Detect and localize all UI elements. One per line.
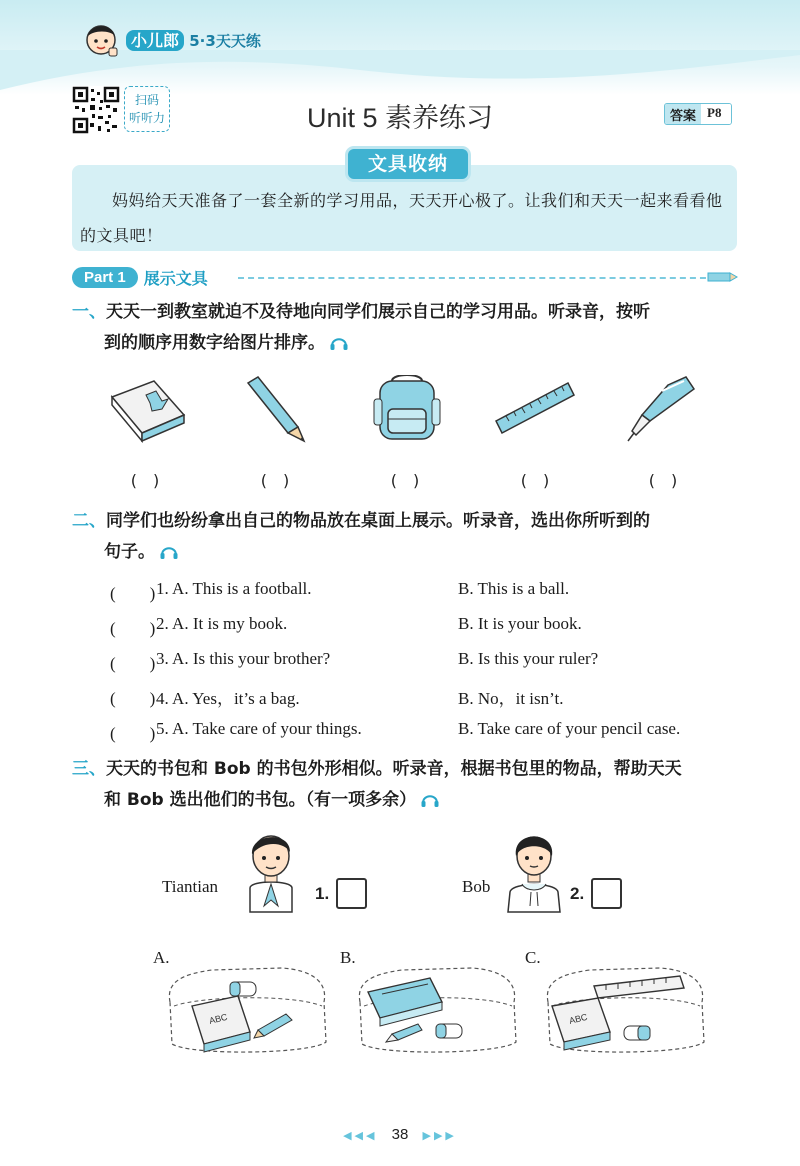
kid2-name: Bob xyxy=(462,877,491,896)
q2-row xyxy=(110,614,750,642)
q1-answer-blank[interactable]: ( ) xyxy=(260,471,290,490)
book-icon xyxy=(106,375,188,445)
answer-label: 答案 xyxy=(665,104,701,124)
story-text: 妈妈给天天准备了一套全新的学习用品，天天开心极了。让我们和天天一起来看看他的文具吧！ xyxy=(80,191,723,245)
kid1-label: 1. xyxy=(315,884,330,903)
headphone-icon[interactable] xyxy=(420,790,440,808)
brand-series: 5·3天天练 xyxy=(189,31,261,50)
q1-number: 一、 xyxy=(72,302,106,322)
q1-answer-blank[interactable]: ( ) xyxy=(648,471,678,490)
footer-left-arrows: ◀◀◀ xyxy=(343,1130,378,1142)
footer-right-arrows: ▶▶▶ xyxy=(422,1130,457,1142)
q2-row xyxy=(110,579,750,607)
scan-line1: 扫码 xyxy=(134,93,159,107)
kid1-name: Tiantian xyxy=(162,877,219,896)
brand-logo-text: 小儿郎 xyxy=(126,30,184,51)
q2-answer-blank[interactable]: ( ) xyxy=(110,654,156,673)
kid1-answer-box[interactable] xyxy=(336,878,367,909)
bag-option-c-label: C. xyxy=(525,948,541,967)
q2-heading xyxy=(72,506,650,568)
q1-answer-blank[interactable]: ( ) xyxy=(130,471,160,490)
pencil-icon xyxy=(236,375,318,445)
bag-c-icon[interactable] xyxy=(540,962,710,1057)
brand-text xyxy=(126,28,261,51)
q2-answer-blank[interactable]: ( ) xyxy=(110,689,156,708)
q1-line2: 到的顺序用数字给图片排序。 xyxy=(104,333,325,353)
page-title: Unit 5 素养练习 xyxy=(306,103,494,133)
bob-boy-icon xyxy=(502,826,566,914)
ruler-icon xyxy=(494,375,576,445)
svg-text:ABC: ABC xyxy=(208,1011,229,1026)
part-divider xyxy=(238,277,716,279)
brand-logo xyxy=(80,18,261,60)
q2-option-a: 2. A. It is my book. xyxy=(156,614,288,633)
bag-b-icon[interactable] xyxy=(352,962,522,1057)
tiantian-boy-icon xyxy=(238,826,304,914)
q2-answer-blank[interactable]: ( ) xyxy=(110,584,156,603)
page-number: 38 xyxy=(391,1126,409,1143)
q2-option-a: 4. A. Yes，it’s a bag. xyxy=(156,689,300,708)
q2-option-a: 5. A. Take care of your things. xyxy=(156,719,362,738)
svg-text:ABC: ABC xyxy=(568,1011,589,1026)
q2-option-b: B. This is a ball. xyxy=(458,579,570,598)
part-title: 展示文具 xyxy=(143,268,208,288)
fountain-pen-icon xyxy=(622,375,704,445)
q2-option-b: B. Take care of your pencil case. xyxy=(458,719,681,738)
q3-line2: 和 Bob 选出他们的书包。（有一项多余） xyxy=(104,790,417,810)
story-title: 文具收纳 xyxy=(348,149,468,179)
q1-answer-blank[interactable]: ( ) xyxy=(390,471,420,490)
bag-a-icon[interactable] xyxy=(162,962,332,1057)
part-pill: Part 1 xyxy=(72,267,138,288)
boy-mascot-icon xyxy=(80,18,122,60)
q1-answer-blank[interactable]: ( ) xyxy=(520,471,550,490)
bag-option-a-label: A. xyxy=(153,948,170,967)
pencil-decoration-icon xyxy=(706,270,738,284)
q2-option-b: B. No，it isn’t. xyxy=(458,689,564,708)
q2-answer-blank[interactable]: ( ) xyxy=(110,619,156,638)
q2-number: 二、 xyxy=(72,511,106,531)
scan-line2: 听听力 xyxy=(128,111,165,125)
part-header xyxy=(72,264,208,290)
answer-page: P8 xyxy=(701,104,731,124)
q3-line1: 天天的书包和 Bob 的书包外形相似。听录音，根据书包里的物品，帮助天天 xyxy=(106,759,682,779)
q3-heading xyxy=(72,754,682,816)
q2-option-b: B. It is your book. xyxy=(458,614,582,633)
q2-row xyxy=(110,719,750,747)
headphone-icon[interactable] xyxy=(159,542,179,560)
q2-line2: 句子。 xyxy=(104,542,155,562)
q1-line1: 天天一到教室就迫不及待地向同学们展示自己的学习用品。听录音，按听 xyxy=(106,302,650,322)
q2-option-b: B. Is this your ruler? xyxy=(458,649,599,668)
answer-tag xyxy=(664,103,732,125)
bag-option-b-label: B. xyxy=(340,948,356,967)
q1-heading xyxy=(72,297,650,359)
q2-line1: 同学们也纷纷拿出自己的物品放在桌面上展示。听录音，选出你所听到的 xyxy=(106,511,650,531)
q2-answer-blank[interactable]: ( ) xyxy=(110,724,156,743)
kid2-answer-box[interactable] xyxy=(591,878,622,909)
headphone-icon[interactable] xyxy=(329,333,349,351)
q2-row xyxy=(110,684,750,712)
schoolbag-icon xyxy=(366,375,448,445)
page-footer xyxy=(0,1126,800,1143)
q2-row xyxy=(110,649,750,677)
q2-option-a: 1. A. This is a football. xyxy=(156,579,312,598)
q3-number: 三、 xyxy=(72,759,106,779)
q2-option-a: 3. A. Is this your brother? xyxy=(156,649,331,668)
kid2-label: 2. xyxy=(570,884,585,903)
